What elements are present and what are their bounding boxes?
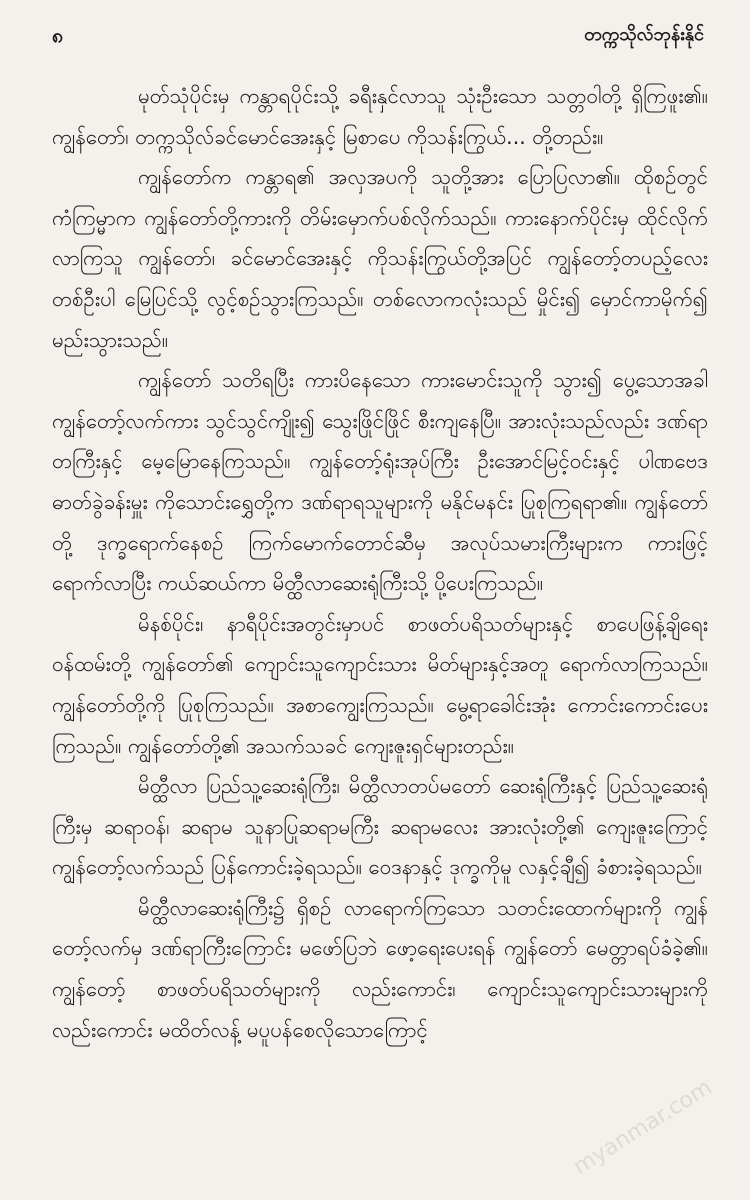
paragraph: မုတ်သုံပိုင်းမှ ကန္တာရပိုင်းသို့ ခရီးနှင်လာသူ သုံးဦးသော သတ္တဝါတို့ ရှိကြဖူး၏။ ကျွန်တော်၊ တက္ကသိုလ်ခင်မောင်အေးနှင့် မြစာပေ ကိုသန်းကြွယ်... တို့တည်း။: [52, 84, 708, 149]
paragraph: ကျွန်တော်က ကန္တာရ၏ အလှအပကို သူတို့အား ပြောပြလာ၏။ ထိုစဉ်တွင် ကံကြမ္မာက ကျွန်တော်တို့ကားကို တိမ်းမှောက်ပစ်လိုက်သည်။ ကားနောက်ပိုင်းမှ ထိုင်လိုက်လာကြသူ ကျွန်တော်၊ ခင်မောင်အေးနှင့် ကိုသန်းကြွယ်တို့အပြင် ကျွန်တော့်တပည့်လေး တစ်ဦးပါ မြေပြင်သို့ လွင့်စဉ်သွားကြသည်။ တစ်လောကလုံးသည် မှိုင်း၍ မှောင်ကာမိုက်၍ မည်းသွားသည်။: [52, 165, 708, 352]
paragraph: မိနစ်ပိုင်း၊ နာရီပိုင်းအတွင်းမှာပင် စာဖတ်ပရိသတ်များနှင့် စာပေဖြန့်ချိရေး ဝန်ထမ်းတို့ ကျွန်တော်၏ ကျောင်းသူကျောင်းသား မိတ်များနှင့်အတူ ရောက်လာကြသည်။ ကျွန်တော်တို့ကို ပြုစုကြသည်။ အစာကျွေးကြသည်။ မွေ့ရာခေါင်းအုံး ကောင်းကောင်းပေးကြသည်။ ကျွန်တော်တို့၏ အသက်သခင် ကျေးဇူးရှင်များတည်း။: [52, 611, 708, 758]
paragraph: ကျွန်တော် သတိရပြီး ကားပိနေသော ကားမောင်းသူကို သွား၍ ပွေ့သောအခါ ကျွန်တော့်လက်ကား သွင်သွင်ကျိုး၍ သွေးဖြိုင်ဖြိုင် စီးကျနေပြီ။ အားလုံးသည်လည်း ဒဏ်ရာတကြီးနှင့် မေ့မြောနေကြသည်။ ကျွန်တော့်ရုံးအုပ်ကြီး ဦးအောင်မြင့်ဝင်းနှင့် ပါဏဗေဒ ဓာတ်ခွဲခန်းမှူး ကိုသောင်းရွှေတို့က ဒဏ်ရာရသူများကို မနိုင်မနင်း ပြုစုကြရရာ၏။ ကျွန်တော်တို့ ဒုက္ခရောက်နေစဉ် ကြက်မောက်တောင်ဆီမှ အလုပ်သမားကြီးများက ကားဖြင့် ရောက်လာပြီး ကယ်ဆယ်ကာ မိတ္ထီလာဆေးရုံကြီးသို့ ပို့ပေးကြသည်။: [52, 368, 708, 596]
watermark: myanmar.com: [569, 1075, 717, 1180]
paragraph: မိတ္ထီလာဆေးရုံကြီး၌ ရှိစဉ် လာရောက်ကြသော သတင်းထောက်များကို ကျွန်တော့်လက်မှ ဒဏ်ရာကြီးကြောင်း မဖော်ပြဘဲ ဖော့ရေးပေးရန် ကျွန်တော် မေတ္တာရပ်ခံခဲ့၏။ ကျွန်တော့် စာဖတ်ပရိသတ်များကို လည်းကောင်း၊ ကျောင်းသူကျောင်းသားများကို လည်းကောင်း မထိတ်လန့် မပူပန်စေလိုသောကြောင့်: [52, 895, 708, 1042]
running-title: တက္ကသိုလ်ဘုန်းနိုင်: [584, 24, 704, 45]
body-text: [52, 76, 708, 1050]
page-number: ၈: [52, 23, 64, 47]
paragraph: မိတ္ထီလာ ပြည်သူ့ဆေးရုံကြီး၊ မိတ္ထီလာတပ်မတော် ဆေးရုံကြီးနှင့် ပြည်သူ့ဆေးရုံကြီးမှ ဆရာဝန်၊ ဆရာမ သူနာပြုဆရာမကြီး ဆရာမလေး အားလုံးတို့၏ ကျေးဇူးကြောင့် ကျွန်တော့်လက်သည် ပြန်ကောင်းခဲ့ရသည်။ ဝေဒနာနှင့် ဒုက္ခကိုမူ လနှင့်ချီ၍ ခံစားခဲ့ရသည်။: [52, 774, 708, 880]
page-header: [52, 22, 708, 58]
